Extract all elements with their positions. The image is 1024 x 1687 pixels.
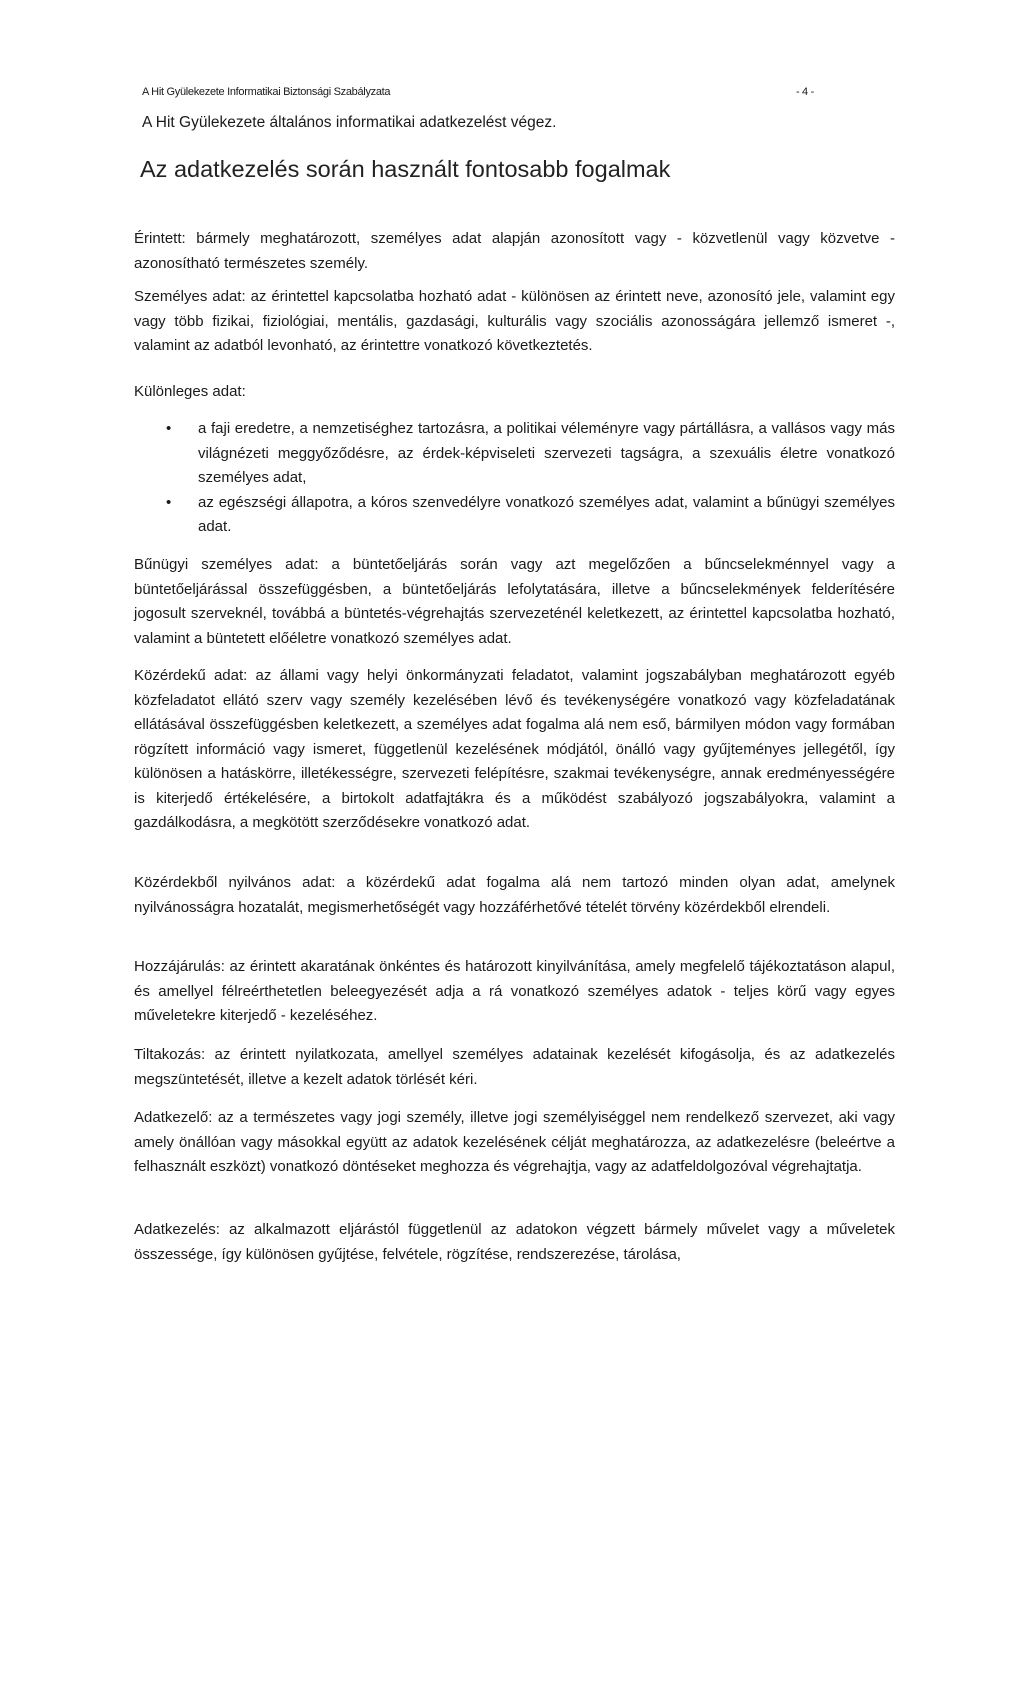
paragraph-szemelyes-adat: Személyes adat: az érintettel kapcsolatba hozható adat - különösen az érintett neve, azonosító jele, valamint egy vagy több fizikai, fiziológiai, mentális, gazdasági, kulturális vagy szociális azonosságára jellemző ismeret -, valamint az adatból levonható, az érintettre vonatkozó következtetés. — [134, 288, 895, 354]
paragraph-erintett: Érintett: bármely meghatározott, személyes adat alapján azonosított vagy - közvetlenül vagy közvetve - azonosítható természetes személy. — [134, 230, 895, 272]
definition-szemelyes-adat — [134, 285, 895, 359]
definition-hozzajarulas — [134, 955, 895, 1029]
definition-kozerdeku — [134, 664, 895, 836]
list-item: • a faji eredetre, a nemzetiséghez tartozásra, a politikai véleményre vagy pártállásra, a vallásos vagy más világnézeti meggyőződésre, az érdek-képviseleti szervezeti tagságra, a szexuális életre vonatkozó személyes adat, — [134, 417, 895, 491]
definition-tiltakozas — [134, 1043, 895, 1092]
intro-line: A Hit Gyülekezete általános informatikai adatkezelést végez. — [142, 114, 557, 131]
paragraph-kulonleges-label: Különleges adat: — [134, 383, 246, 400]
paragraph-hozzajarulas: Hozzájárulás: az érintett akaratának önkéntes és határozott kinyilvánítása, amely megfelelő tájékoztatáson alapul, és amellyel félreérthetetlen beleegyezését adja a rá vonatkozó személyes adatok - teljes körű vagy egyes műveletekre kiterjedő - kezeléséhez. — [134, 958, 895, 1024]
page-number: - 4 - — [795, 86, 814, 98]
definition-erintett — [134, 227, 895, 276]
document-title: A Hit Gyülekezete Informatikai Biztonsági Szabályzata — [142, 86, 391, 98]
paragraph-kozerdeku: Közérdekű adat: az állami vagy helyi önkormányzati feladatot, valamint jogszabályban meghatározott egyéb közfeladatot ellátó szerv vagy személy kezelésében lévő és tevékenységére vonatkozó vagy közfeladatának ellátásával összefüggésben keletkezett, a személyes adat fogalma alá nem eső, bármilyen módon vagy formában rögzített információ vagy ismeret, függetlenül kezelésének módjától, önálló vagy gyűjteményes jellegétől, így különösen a hatáskörre, illetékességre, szervezeti felépítésre, szakmai tevékenységre, annak eredményességére is kiterjedő értékelésére, a birtokolt adatfajtákra és a működést szabályozó jogszabályokra, valamint a gazdálkodásra, a megkötött szerződésekre vonatkozó adat. — [134, 667, 895, 831]
section-title: Az adatkezelés során használt fontosabb fogalmak — [140, 156, 671, 182]
definition-adatkezeles — [134, 1218, 895, 1267]
definition-bunugyi — [134, 553, 895, 651]
list-item: • az egészségi állapotra, a kóros szenvedélyre vonatkozó személyes adat, valamint a bűnügyi személyes adat. — [134, 491, 895, 540]
paragraph-kozerdekbol: Közérdekből nyilvános adat: a közérdekű adat fogalma alá nem tartozó minden olyan adat, amelynek nyilvánosságra hozatalát, megismerhetőségét vagy hozzáférhetővé tételét törvény közérdekből elrendeli. — [134, 874, 895, 916]
definition-kulonleges-adat — [134, 380, 895, 405]
paragraph-adatkezelo: Adatkezelő: az a természetes vagy jogi személy, illetve jogi személyiséggel nem rendelkező szervezet, aki vagy amely önállóan vagy másokkal együtt az adatok kezelésének célját meghatározza, az adatkezelésre (beleértve a felhasznált eszközt) vonatkozó döntéseket meghozza és végrehajtja, vagy az adatfeldolgozóval végrehajtatja. — [134, 1109, 895, 1175]
kulonleges-adat-list — [134, 417, 895, 540]
page-header — [142, 86, 814, 98]
definition-kozerdekbol — [134, 871, 895, 920]
definition-adatkezelo — [134, 1106, 895, 1180]
paragraph-adatkezeles: Adatkezelés: az alkalmazott eljárástól függetlenül az adatokon végzett bármely művelet vagy a műveletek összessége, így különösen gyűjtése, felvétele, rögzítése, rendszerezése, tárolása, — [134, 1221, 895, 1263]
paragraph-tiltakozas: Tiltakozás: az érintett nyilatkozata, amellyel személyes adatainak kezelését kifogásolja, és az adatkezelés megszüntetését, illetve a kezelt adatok törlését kéri. — [134, 1046, 895, 1088]
paragraph-bunugyi: Bűnügyi személyes adat: a büntetőeljárás során vagy azt megelőzően a bűncselekménnyel vagy a büntetőeljárással összefüggésben, a büntetőeljárás lefolytatására, illetve a bűncselekmények felderítésére jogosult szerveknél, továbbá a büntetés-végrehajtás szervezeténél keletkezett, az érintettel kapcsolatba hozható, valamint a büntetett előéletre vonatkozó személyes adat. — [134, 556, 895, 647]
